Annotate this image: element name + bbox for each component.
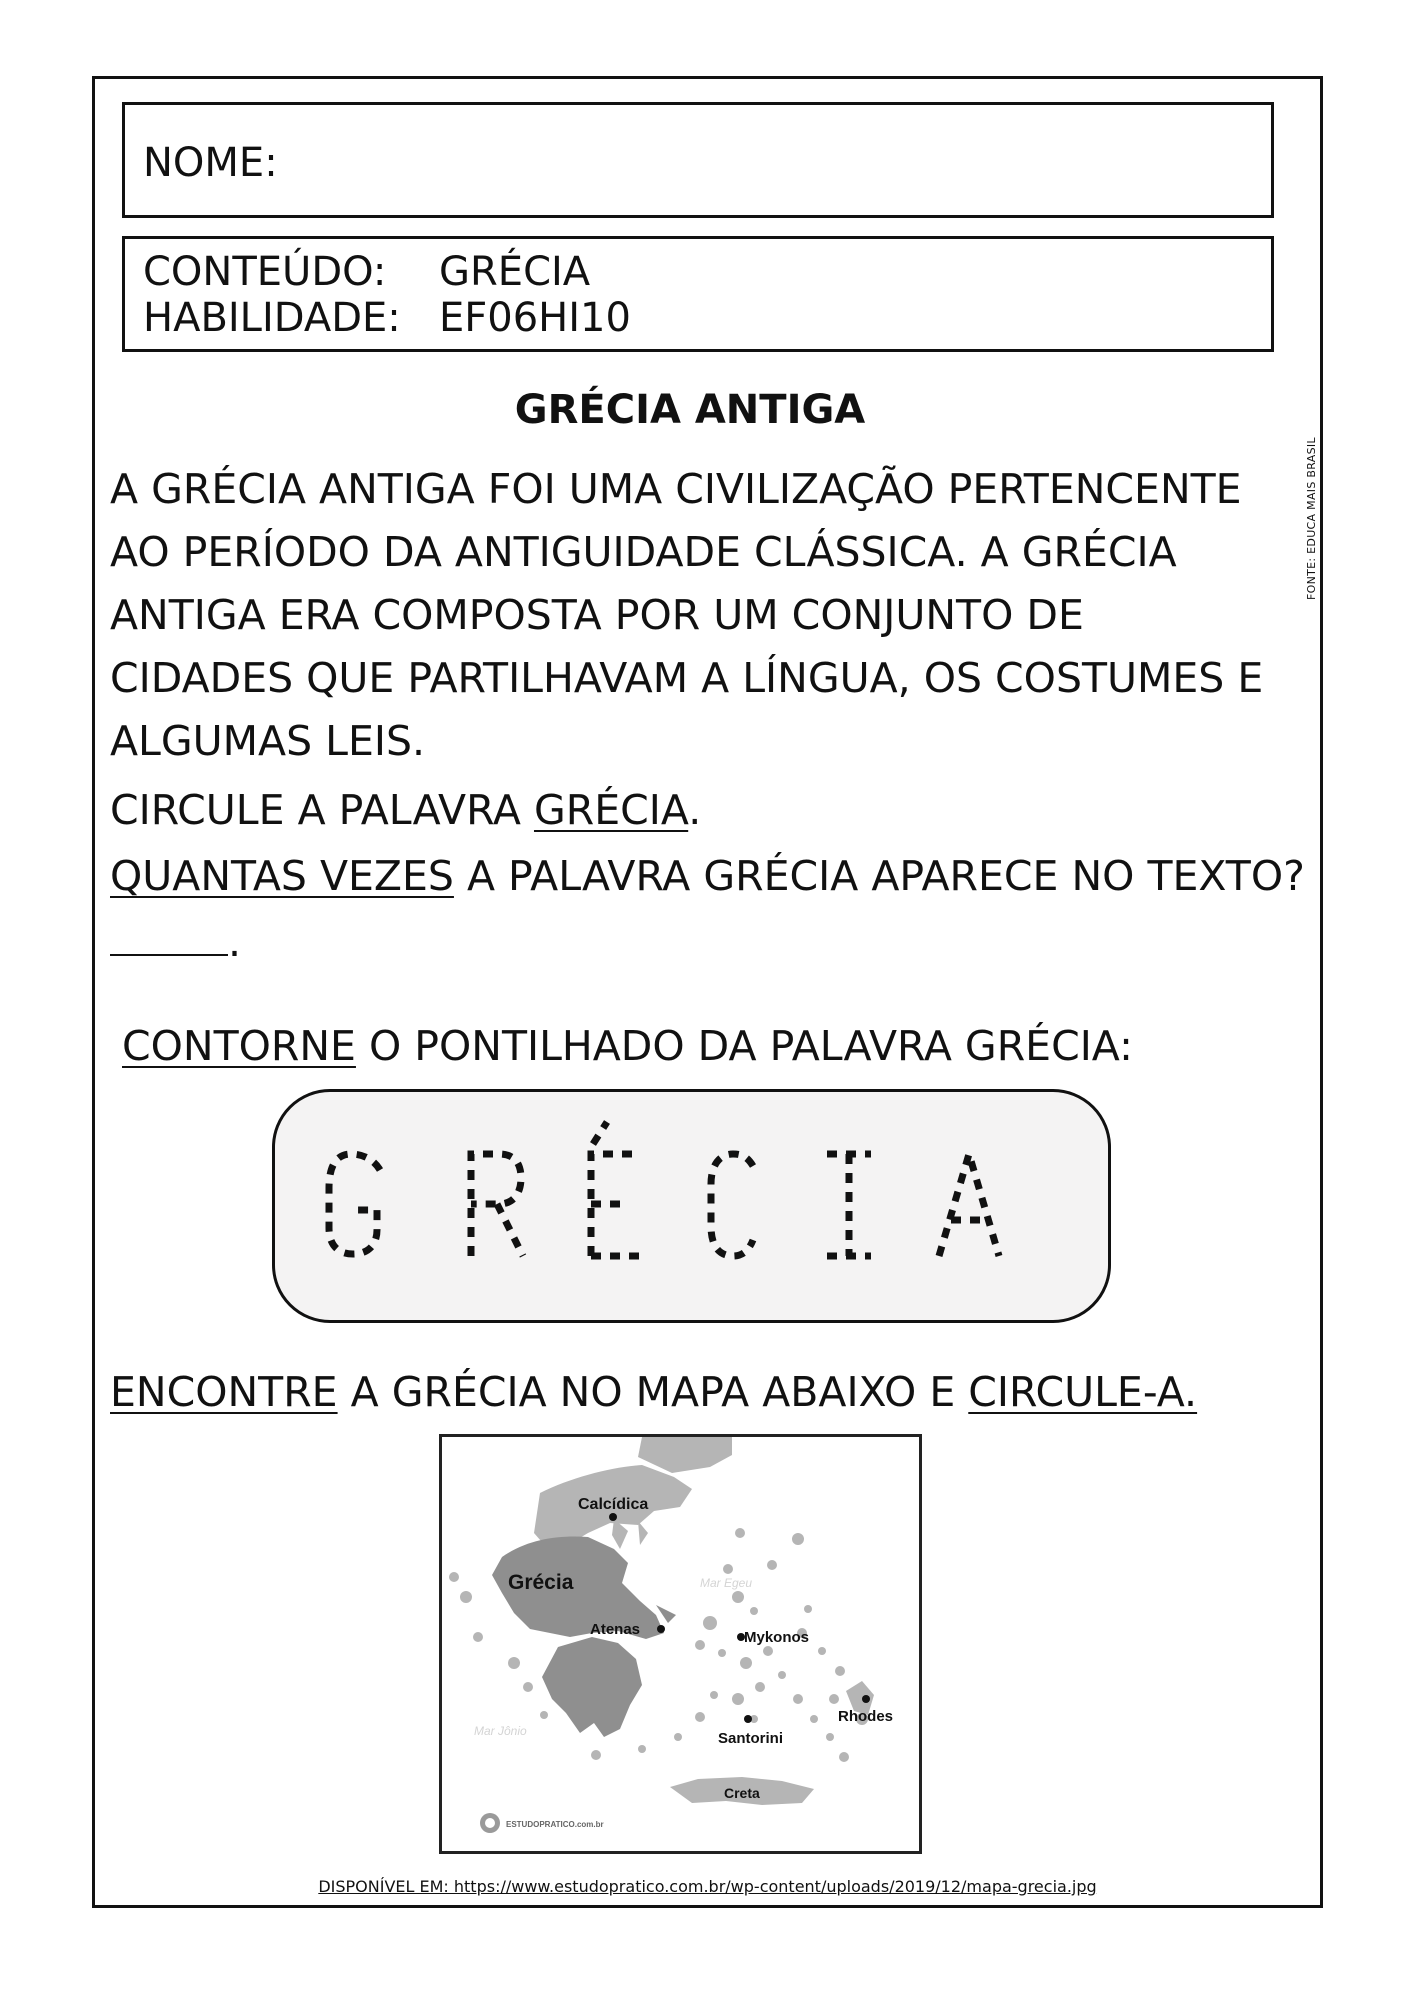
content-value: GRÉCIA: [439, 249, 591, 295]
map-graphic: [442, 1437, 919, 1851]
dotted-letter-g: [329, 1154, 380, 1254]
page-title: GRÉCIA ANTIGA: [514, 387, 866, 433]
answer-blank[interactable]: [110, 918, 228, 956]
target-word: GRÉCIA: [533, 786, 689, 834]
task-trace-instruction: CONTORNE O PONTILHADO DA PALAVRA GRÉCIA:: [122, 1022, 1133, 1070]
label-rhodes: Rhodes: [838, 1708, 894, 1725]
task-count-question: QUANTAS VEZES A PALAVRA GRÉCIA APARECE NO TEXTO?: [110, 852, 1305, 900]
intro-paragraph: [110, 458, 1300, 773]
svg-text:ESTUDOPRATICO.com.br: ESTUDOPRATICO.com.br: [506, 1820, 604, 1829]
map-credit: [0, 1877, 1415, 1896]
paragraph-line: ALGUMAS LEIS.: [110, 717, 426, 765]
side-source-note: FONTE: EDUCA MAIS BRASIL: [1305, 437, 1318, 600]
content-label: CONTEÚDO:: [143, 249, 387, 295]
skill-label: HABILIDADE:: [143, 295, 401, 341]
label-mar-egeu: Mar Egeu: [700, 1576, 753, 1590]
label-mar-jonio: Mar Jônio: [474, 1724, 527, 1738]
name-label: NOME:: [143, 140, 278, 186]
paragraph-line: ANTIGA ERA COMPOSTA POR UM CONJUNTO DE: [110, 591, 1084, 639]
label-santorini: Santorini: [718, 1730, 784, 1747]
content-info-box: [122, 236, 1274, 352]
dotted-letter-a: [939, 1154, 999, 1256]
dotted-letter-e-acute: [591, 1122, 641, 1256]
label-creta: Creta: [724, 1785, 760, 1801]
dotted-letter-r: [471, 1154, 523, 1256]
answer-blank-line[interactable]: .: [110, 918, 241, 966]
credit-link[interactable]: DISPONÍVEL EM: https://www.estudopratico.com.br/wp-content/uploads/2019/12/mapa-grecia.jpg: [318, 1877, 1097, 1896]
label-atenas: Atenas: [590, 1621, 641, 1638]
greece-map[interactable]: [439, 1434, 922, 1854]
dotted-letter-i: [827, 1154, 871, 1256]
task-circle-word: CIRCULE A PALAVRA GRÉCIA.: [110, 786, 702, 834]
dotted-letter-c: [711, 1154, 753, 1256]
paragraph-line: CIDADES QUE PARTILHAVAM A LÍNGUA, OS COSTUMES E: [110, 654, 1264, 702]
skill-value: EF06HI10: [439, 295, 631, 341]
name-field-box[interactable]: [122, 102, 1274, 218]
dotted-word: [275, 1092, 1108, 1320]
trace-word-box: [272, 1089, 1111, 1323]
label-mykonos: Mykonos: [744, 1629, 810, 1646]
label-grecia: Grécia: [508, 1571, 574, 1594]
brand-logo: [480, 1813, 604, 1833]
label-calcidica: Calcídica: [578, 1496, 649, 1513]
paragraph-line: A GRÉCIA ANTIGA FOI UMA CIVILIZAÇÃO PERTENCENTE: [110, 465, 1242, 513]
paragraph-line: AO PERÍODO DA ANTIGUIDADE CLÁSSICA. A GRÉCIA: [110, 528, 1177, 576]
task-find-map: ENCONTRE A GRÉCIA NO MAPA ABAIXO E CIRCULE-A.: [110, 1368, 1198, 1416]
